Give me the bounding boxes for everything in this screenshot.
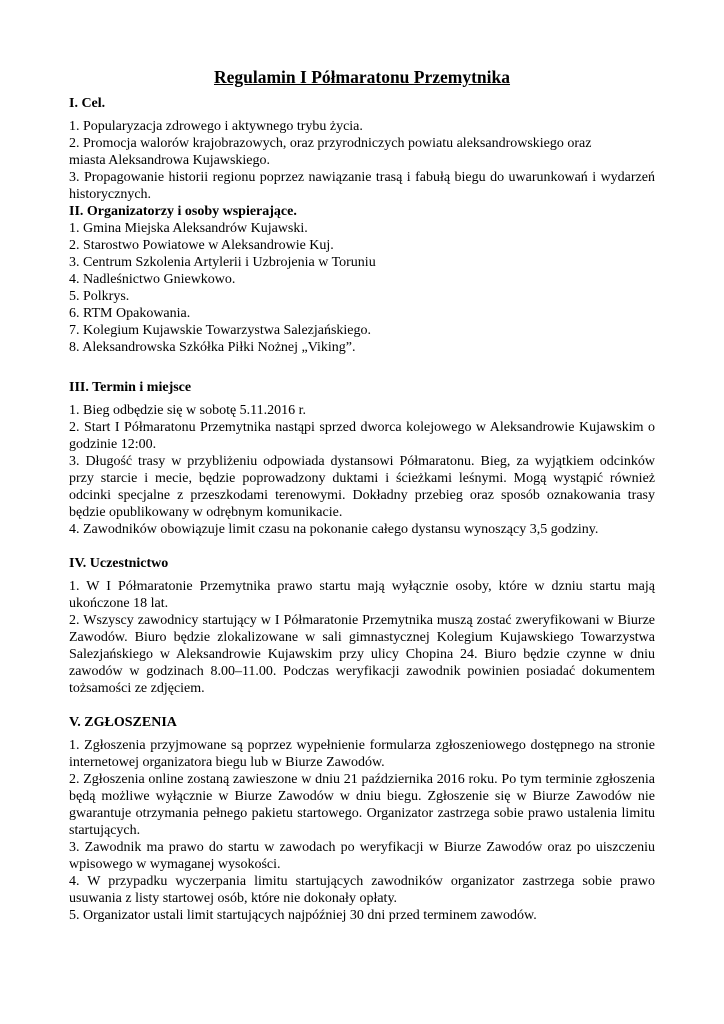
- section-heading-organizatorzy: II. Organizatorzy i osoby wspierające.: [69, 204, 297, 219]
- list-item: 2. Start I Półmaratonu Przemytnika nastąpi sprzed dworca kolejowego w Aleksandrowie Kujawskim o godzinie 12:00.: [69, 420, 655, 452]
- list-item: 3. Propagowanie historii regionu poprzez nawiązanie trasą i fabułą biegu do uwarunkowań i wydarzeń historycznych.: [69, 170, 655, 202]
- list-item: 6. RTM Opakowania.: [69, 306, 191, 321]
- list-item: 2. Wszyscy zawodnicy startujący w I Półmaratonie Przemytnika muszą zostać zweryfikowani w Biurze Zawodów. Biuro będzie zlokalizowane w sali gimnastycznej Kolegium Kujawskiego Towarzystwa Salezjańskiego w Aleksandrowie Kujawskim przy ulicy Chopina 24. Biuro będzie czynne w dniu zawodów w godzinach 8.00–11.00. Podczas weryfikacji zawodnik powinien posiadać dokumentem tożsamości ze zdjęciem.: [69, 613, 655, 696]
- list-item: 1. W I Półmaratonie Przemytnika prawo startu mają wyłącznie osoby, które w dzniu startu mają ukończone 18 lat.: [69, 579, 655, 611]
- list-item: 5. Organizator ustali limit startujących najpóźniej 30 dni przed terminem zawodów.: [69, 908, 537, 923]
- list-item: 4. Zawodników obowiązuje limit czasu na pokonanie całego dystansu wynoszący 3,5 godziny.: [69, 522, 599, 537]
- list-item: 1. Popularyzacja zdrowego i aktywnego trybu życia.: [69, 119, 363, 134]
- list-item: 2. Promocja walorów krajobrazowych, oraz przyrodniczych powiatu aleksandrowskiego oraz: [69, 136, 592, 151]
- list-item: 3. Centrum Szkolenia Artylerii i Uzbrojenia w Toruniu: [69, 255, 376, 270]
- list-item: 7. Kolegium Kujawskie Towarzystwa Salezjańskiego.: [69, 323, 372, 338]
- section-heading-uczestnictwo: IV. Uczestnictwo: [69, 556, 169, 571]
- list-item: miasta Aleksandrowa Kujawskiego.: [69, 153, 271, 168]
- document-title: Regulamin I Półmaratonu Przemytnika: [213, 67, 511, 87]
- list-item: 2. Zgłoszenia online zostaną zawieszone w dniu 21 października 2016 roku. Po tym terminie zgłoszenia będą możliwe wyłącznie w Biurze Zawodów w dniu biegu. Zgłoszenie się w Biurze Zawodów nie gwarantuje otrzymania pełnego pakietu startowego. Organizator zastrzega sobie prawo ustalenia limitu startujących.: [69, 772, 655, 838]
- list-item: 5. Polkrys.: [69, 289, 130, 304]
- list-item: 3. Zawodnik ma prawo do startu w zawodach po weryfikacji w Biurze Zawodów oraz po uiszczeniu wpisowego w wymaganej wysokości.: [69, 840, 655, 872]
- list-item: 1. Zgłoszenia przyjmowane są poprzez wypełnienie formularza zgłoszeniowego dostępnego na stronie internetowej organizatora biegu lub w Biurze Zawodów.: [69, 738, 655, 770]
- list-item: 1. Gmina Miejska Aleksandrów Kujawski.: [69, 221, 308, 236]
- section-heading-termin: III. Termin i miejsce: [69, 380, 192, 395]
- list-item: 2. Starostwo Powiatowe w Aleksandrowie Kuj.: [69, 238, 334, 253]
- list-item: 4. Nadleśnictwo Gniewkowo.: [69, 272, 236, 287]
- list-item: 4. W przypadku wyczerpania limitu startujących zawodników organizator zastrzega sobie prawo usuwania z listy startowej osób, które nie dokonały opłaty.: [69, 874, 655, 906]
- list-item: 1. Bieg odbędzie się w sobotę 5.11.2016 r.: [69, 403, 307, 418]
- list-item: 8. Aleksandrowska Szkółka Piłki Nożnej „Viking”.: [69, 340, 356, 355]
- section-heading-zgloszenia: V. ZGŁOSZENIA: [69, 715, 177, 730]
- list-item: 3. Długość trasy w przybliżeniu odpowiada dystansowi Półmaratonu. Bieg, za wyjątkiem odcinków przy starcie i mecie, będzie poprowadzony duktami i ścieżkami leśnymi. Mogą wystąpić również odcinki specjalne z przeszkodami terenowymi. Dokładny przebieg oraz sposób oznakowania trasy będzie opublikowany w odrębnym komunikacie.: [69, 454, 655, 520]
- section-heading-cel: I. Cel.: [69, 96, 106, 111]
